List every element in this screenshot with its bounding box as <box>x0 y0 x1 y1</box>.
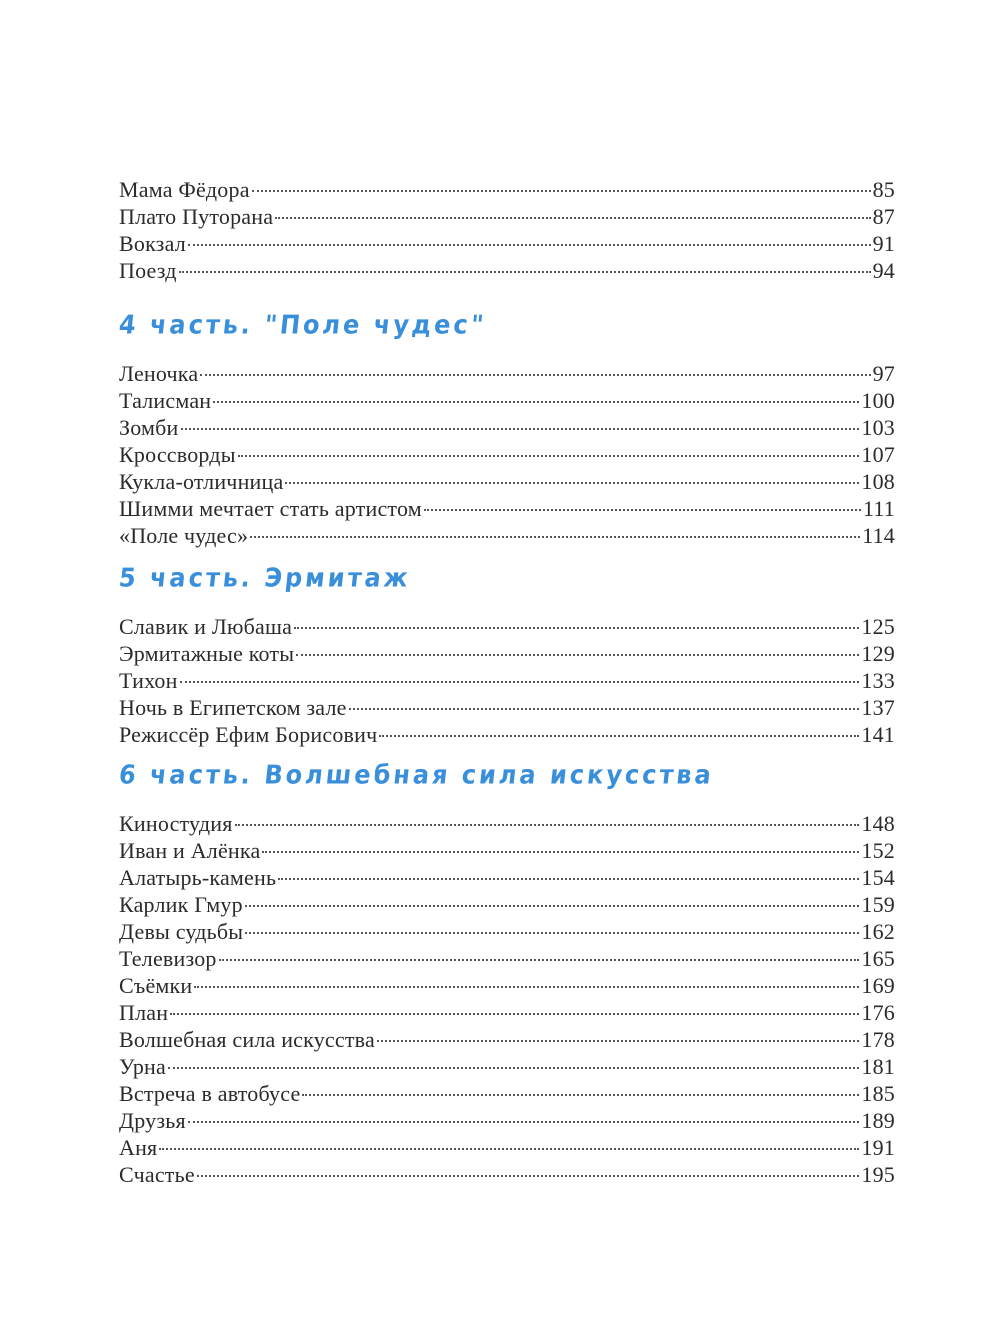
toc-entry-page: 94 <box>872 258 895 283</box>
toc-entry-title: Встреча в автобусе <box>119 1081 301 1106</box>
dot-leader <box>188 244 871 246</box>
toc-entry[interactable] <box>119 613 895 640</box>
toc-entry-page: 165 <box>861 946 895 971</box>
toc-entry[interactable] <box>119 441 895 468</box>
toc-entry[interactable] <box>119 1053 895 1080</box>
toc-section-part-3-continued <box>119 176 895 284</box>
toc-entry-title: Иван и Алёнка <box>119 838 261 863</box>
part-heading: 6 часть. Волшебная сила искусства <box>117 759 716 791</box>
toc-entry[interactable] <box>119 495 895 522</box>
dot-leader <box>377 1040 859 1042</box>
toc-entry[interactable] <box>119 972 895 999</box>
toc-entry-title: Шимми мечтает стать артистом <box>119 496 422 521</box>
part-heading: 4 часть. "Поле чудес" <box>117 309 488 341</box>
toc-entry-title: Леночка <box>119 361 199 386</box>
dot-leader <box>194 986 859 988</box>
toc-entry-page: 181 <box>861 1054 895 1079</box>
dot-leader <box>188 1121 860 1123</box>
toc-entry-title: Урна <box>119 1054 166 1079</box>
dot-leader <box>296 654 859 656</box>
toc-entry-title: Ночь в Египетском зале <box>119 695 347 720</box>
toc-entry[interactable] <box>119 1107 895 1134</box>
dot-leader <box>379 735 859 737</box>
toc-entry-page: 129 <box>861 641 895 666</box>
toc-entry[interactable] <box>119 945 895 972</box>
toc-entry-title: Карлик Гмур <box>119 892 243 917</box>
toc-section-part-4 <box>119 310 895 549</box>
toc-entry[interactable] <box>119 837 895 864</box>
dot-leader <box>349 708 860 710</box>
toc-entry-page: 141 <box>861 722 895 747</box>
toc-entry[interactable] <box>119 918 895 945</box>
dot-leader <box>200 374 870 376</box>
toc-entry-page: 169 <box>861 973 895 998</box>
toc-entry-title: Алатырь-камень <box>119 865 277 890</box>
dot-leader <box>294 627 859 629</box>
toc-entry-title: Кукла-отличница <box>119 469 284 494</box>
toc-entry-page: 154 <box>861 865 895 890</box>
dot-leader <box>213 401 859 403</box>
toc-entry[interactable] <box>119 176 895 203</box>
toc-entry-page: 103 <box>861 415 895 440</box>
dot-leader <box>262 851 859 853</box>
dot-leader <box>278 878 859 880</box>
dot-leader <box>168 1067 859 1069</box>
toc-entry-title: Талисман <box>119 388 212 413</box>
toc-entry-title: Аня <box>119 1135 158 1160</box>
toc-entry-page: 189 <box>861 1108 895 1133</box>
toc-entry-page: 91 <box>872 231 895 256</box>
toc-entry[interactable] <box>119 1026 895 1053</box>
dot-leader <box>179 271 871 273</box>
toc-entry[interactable] <box>119 640 895 667</box>
toc-entry-title: Волшебная сила искусства <box>119 1027 375 1052</box>
toc-entry-page: 137 <box>861 695 895 720</box>
toc-entry-title: Друзья <box>119 1108 186 1133</box>
toc-entry-page: 176 <box>861 1000 895 1025</box>
toc-entry-page: 195 <box>861 1162 895 1187</box>
toc-entry[interactable] <box>119 230 895 257</box>
toc-entry-page: 125 <box>861 614 895 639</box>
toc-entry[interactable] <box>119 257 895 284</box>
toc-entry-page: 114 <box>862 523 895 548</box>
toc-entry-title: Тихон <box>119 668 178 693</box>
toc-entry-page: 108 <box>861 469 895 494</box>
dot-leader <box>285 482 859 484</box>
toc-entry[interactable] <box>119 360 895 387</box>
toc-entry-page: 159 <box>861 892 895 917</box>
toc-entry[interactable] <box>119 891 895 918</box>
toc-entry-title: План <box>119 1000 169 1025</box>
toc-entry[interactable] <box>119 999 895 1026</box>
toc-entry[interactable] <box>119 203 895 230</box>
toc-entry-title: Вокзал <box>119 231 186 256</box>
toc-entry[interactable] <box>119 522 895 549</box>
toc-entry[interactable] <box>119 414 895 441</box>
toc-entry-title: Зомби <box>119 415 179 440</box>
dot-leader <box>181 428 860 430</box>
toc-entry[interactable] <box>119 1080 895 1107</box>
toc-entry-page: 191 <box>861 1135 895 1160</box>
toc-entry-title: Режиссёр Ефим Борисович <box>119 722 378 747</box>
toc-entry-page: 107 <box>861 442 895 467</box>
toc-entry[interactable] <box>119 667 895 694</box>
toc-entry-title: Телевизор <box>119 946 217 971</box>
toc-entry[interactable] <box>119 810 895 837</box>
toc-entry[interactable] <box>119 721 895 748</box>
toc-entry-title: «Поле чудес» <box>119 523 249 548</box>
toc-entry[interactable] <box>119 1134 895 1161</box>
toc-entry[interactable] <box>119 387 895 414</box>
dot-leader <box>252 190 871 192</box>
toc-section-part-5 <box>119 563 895 748</box>
dot-leader <box>424 509 861 511</box>
toc-entry[interactable] <box>119 864 895 891</box>
dot-leader <box>159 1148 859 1150</box>
dot-leader <box>245 905 860 907</box>
toc-entry-title: Мама Фёдора <box>119 177 250 202</box>
toc-entry-title: Поезд <box>119 258 177 283</box>
dot-leader <box>250 536 860 538</box>
toc-entry-page: 148 <box>861 811 895 836</box>
toc-entry-title: Счастье <box>119 1162 195 1187</box>
toc-entry-page: 100 <box>861 388 895 413</box>
toc-entry-page: 185 <box>861 1081 895 1106</box>
toc-entry-title: Кроссворды <box>119 442 236 467</box>
part-heading: 5 часть. Эрмитаж <box>117 562 413 594</box>
toc-entry-title: Плато Путорана <box>119 204 274 229</box>
toc-entry-page: 178 <box>861 1027 895 1052</box>
toc-entry[interactable] <box>119 1161 895 1188</box>
dot-leader <box>170 1013 859 1015</box>
dot-leader <box>238 455 860 457</box>
dot-leader <box>235 824 860 826</box>
dot-leader <box>302 1094 859 1096</box>
toc-entry-page: 133 <box>861 668 895 693</box>
toc-entry-page: 97 <box>872 361 895 386</box>
toc-section-part-6 <box>119 760 895 1188</box>
toc-entry[interactable] <box>119 694 895 721</box>
dot-leader <box>275 217 870 219</box>
toc-entry-title: Съёмки <box>119 973 193 998</box>
toc-entry-title: Эрмитажные коты <box>119 641 295 666</box>
toc-entry-title: Славик и Любаша <box>119 614 293 639</box>
dot-leader <box>197 1175 860 1177</box>
dot-leader <box>219 959 860 961</box>
dot-leader <box>245 932 859 934</box>
toc-entry[interactable] <box>119 468 895 495</box>
dot-leader <box>180 681 860 683</box>
toc-entry-page: 85 <box>872 177 895 202</box>
toc-entry-page: 111 <box>863 496 895 521</box>
toc-entry-page: 152 <box>861 838 895 863</box>
toc-entry-title: Девы судьбы <box>119 919 244 944</box>
toc-entry-page: 87 <box>872 204 895 229</box>
toc-entry-title: Киностудия <box>119 811 233 836</box>
toc-entry-page: 162 <box>861 919 895 944</box>
